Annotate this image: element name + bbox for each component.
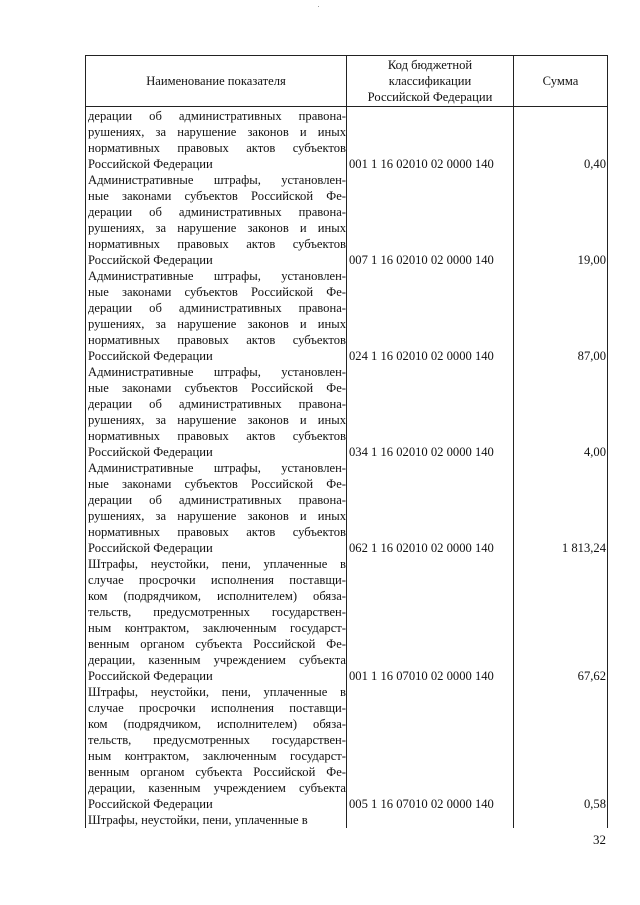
row-code: 034 1 16 02010 02 0000 140: [349, 445, 494, 459]
header-code-line: Код бюджетной: [387, 58, 473, 72]
row-name-line: ные законами субъектов Российской Фе-: [88, 477, 346, 491]
row-code: 024 1 16 02010 02 0000 140: [349, 349, 494, 363]
row-name: [88, 684, 346, 812]
row-sum: 19,00: [577, 253, 606, 267]
row-sum: 67,62: [577, 669, 606, 683]
row-name: [88, 812, 346, 828]
row-name: [88, 460, 346, 556]
row-name-line: дерации об административных правона-: [88, 205, 346, 219]
row-sum: 87,00: [577, 349, 606, 363]
header-sum: [514, 56, 607, 106]
row-name-line: Российской Федерации: [88, 669, 213, 683]
row-name-line: Административные штрафы, установлен-: [88, 461, 346, 475]
row-name-line: тельств, предусмотренных государствен-: [88, 605, 346, 619]
row-name-line: случае просрочки исполнения поставщи-: [88, 701, 346, 715]
row-name-line: Штрафы, неустойки, пени, уплаченные в: [88, 685, 346, 699]
header-code-line: Российской Федерации: [367, 90, 493, 104]
row-name-line: Штрафы, неустойки, пени, уплаченные в: [88, 813, 308, 827]
row-name-line: нормативных правовых актов субъектов: [88, 333, 346, 347]
row-name-line: ные законами субъектов Российской Фе-: [88, 381, 346, 395]
row-name-line: Штрафы, неустойки, пени, уплаченные в: [88, 557, 346, 571]
row-name-line: случае просрочки исполнения поставщи-: [88, 573, 346, 587]
row-name-line: нормативных правовых актов субъектов: [88, 525, 346, 539]
row-name: [88, 108, 346, 172]
header-code: [347, 57, 513, 105]
row-name-line: дерации об административных правона-: [88, 493, 346, 507]
row-code: 062 1 16 02010 02 0000 140: [349, 541, 494, 555]
header-code-line: классификации: [388, 74, 472, 88]
row-code: 007 1 16 02010 02 0000 140: [349, 253, 494, 267]
row-name-line: Административные штрафы, установлен-: [88, 365, 346, 379]
row-sum: 0,58: [583, 797, 606, 811]
row-name-line: нормативных правовых актов субъектов: [88, 237, 346, 251]
row-name-line: Российской Федерации: [88, 797, 213, 811]
row-name-line: Российской Федерации: [88, 157, 213, 171]
page-number: 32: [593, 832, 606, 847]
row-name-line: ные законами субъектов Российской Фе-: [88, 285, 346, 299]
row-name-line: Российской Федерации: [88, 445, 213, 459]
row-name-line: нормативных правовых актов субъектов: [88, 141, 346, 155]
row-name-line: Российской Федерации: [88, 541, 213, 555]
table-left-border: [85, 55, 86, 828]
row-name: [88, 556, 346, 684]
row-name-line: рушениях, за нарушение законов и иных: [88, 125, 346, 139]
row-name-line: тельств, предусмотренных государствен-: [88, 733, 346, 747]
row-name-line: дерации, казенным учреждением субъекта: [88, 653, 346, 667]
scan-artifact: [318, 6, 319, 7]
row-name: [88, 172, 346, 268]
header-name-text: Наименование показателя: [146, 74, 286, 88]
row-name-line: рушениях, за нарушение законов и иных: [88, 413, 346, 427]
row-name-line: ным контрактом, заключенным государст-: [88, 621, 346, 635]
row-name-line: рушениях, за нарушение законов и иных: [88, 221, 346, 235]
row-sum: 1 813,24: [561, 541, 606, 555]
row-name: [88, 268, 346, 364]
row-name-line: ком (подрядчиком, исполнителем) обяза-: [88, 717, 346, 731]
header-name: [86, 56, 346, 106]
row-sum: 4,00: [583, 445, 606, 459]
row-code: 001 1 16 07010 02 0000 140: [349, 669, 494, 683]
row-name-line: Административные штрафы, установлен-: [88, 269, 346, 283]
row-name-line: нормативных правовых актов субъектов: [88, 429, 346, 443]
row-name-line: ные законами субъектов Российской Фе-: [88, 189, 346, 203]
row-name: [88, 364, 346, 460]
row-name-line: Российской Федерации: [88, 349, 213, 363]
row-code: 001 1 16 02010 02 0000 140: [349, 157, 494, 171]
row-name-line: венным органом субъекта Российской Фе-: [88, 637, 346, 651]
column-divider-name-code: [346, 55, 347, 828]
row-code: 005 1 16 07010 02 0000 140: [349, 797, 494, 811]
row-name-line: Административные штрафы, установлен-: [88, 173, 346, 187]
row-name-line: дерации об административных правона-: [88, 397, 346, 411]
table-right-border: [607, 55, 608, 828]
row-name-line: венным органом субъекта Российской Фе-: [88, 765, 346, 779]
row-sum: 0,40: [583, 157, 606, 171]
row-name-line: дерации, казенным учреждением субъекта: [88, 781, 346, 795]
row-name-line: дерации об административных правона-: [88, 301, 346, 315]
row-name-line: ком (подрядчиком, исполнителем) обяза-: [88, 589, 346, 603]
row-name-line: рушениях, за нарушение законов и иных: [88, 317, 346, 331]
row-name-line: Российской Федерации: [88, 253, 213, 267]
row-name-line: рушениях, за нарушение законов и иных: [88, 509, 346, 523]
row-name-line: дерации об административных правона-: [88, 109, 346, 123]
row-name-line: ным контрактом, заключенным государст-: [88, 749, 346, 763]
header-sum-text: Сумма: [542, 74, 579, 88]
